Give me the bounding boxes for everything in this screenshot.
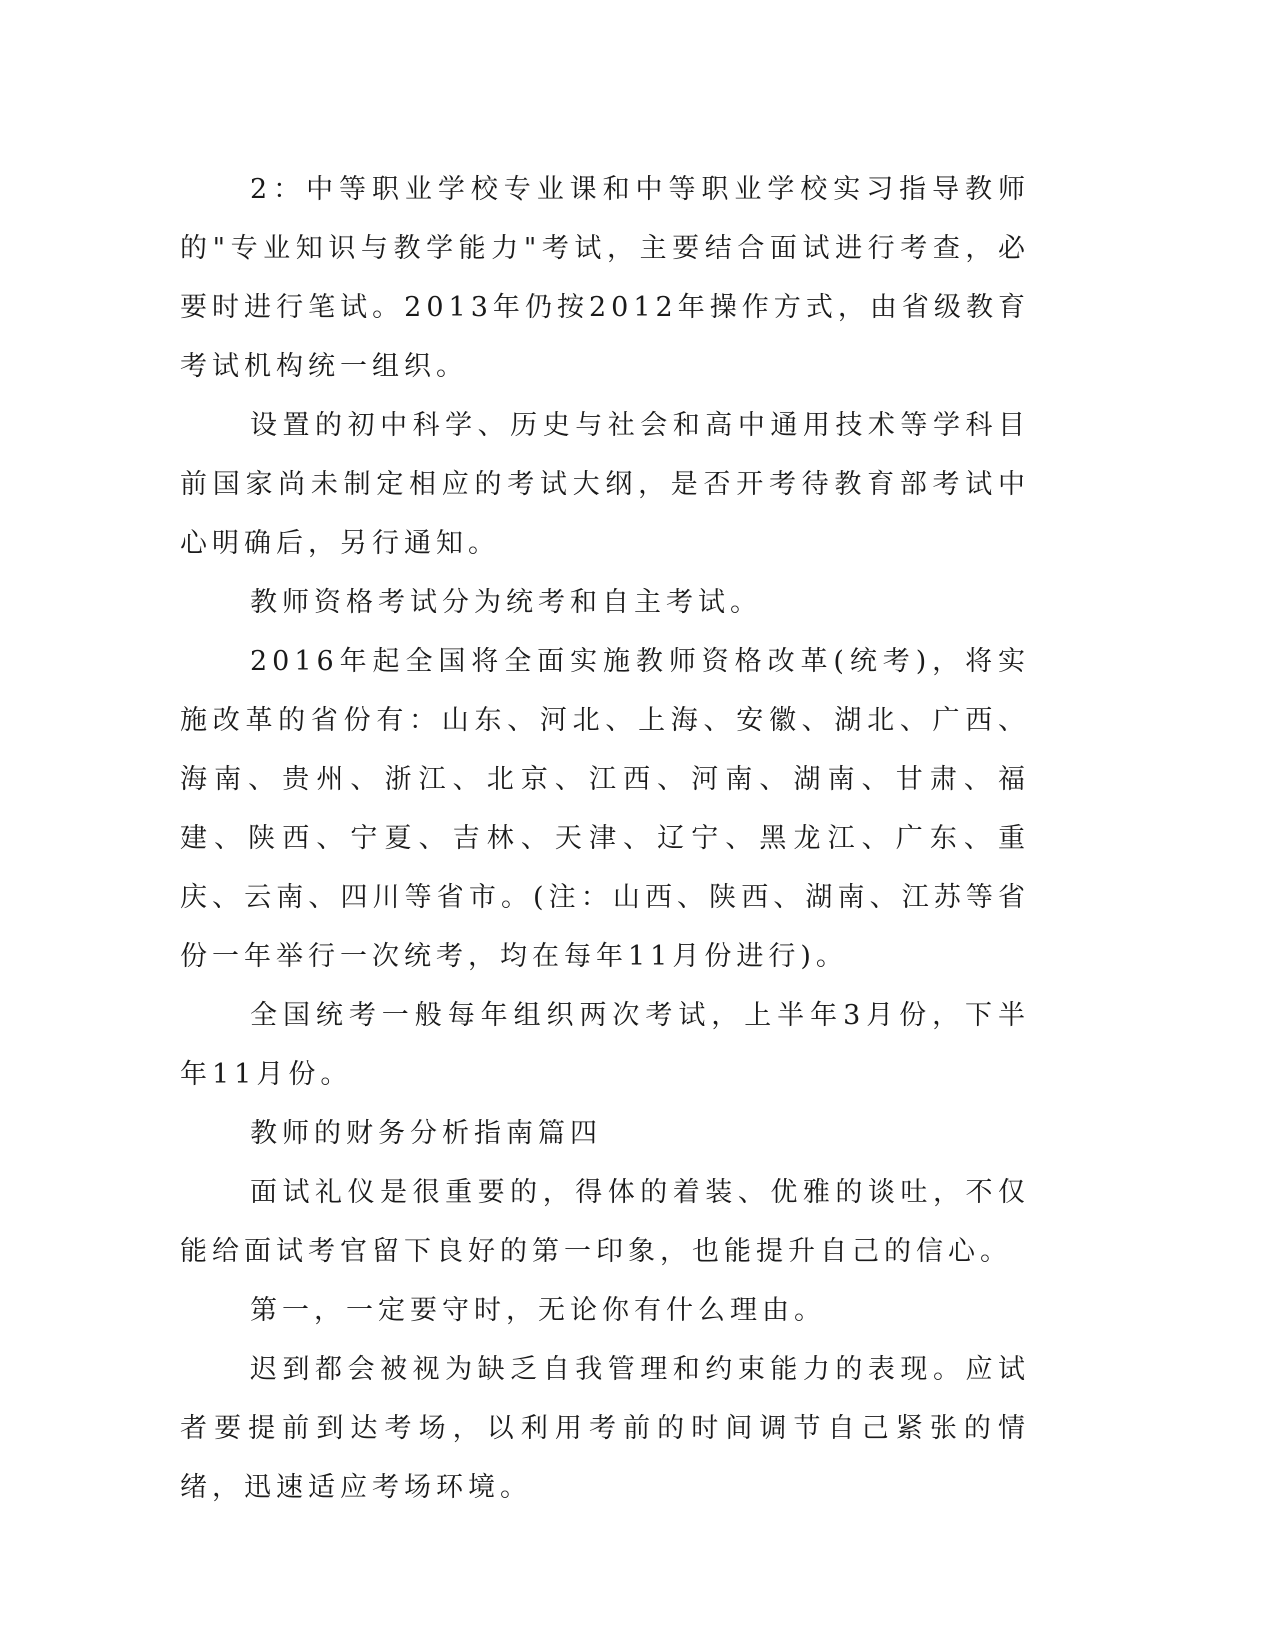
paragraph-subject-exam: 2：中等职业学校专业课和中等职业学校实习指导教师的"专业知识与教学能力"考试，主要结合面试进行考查，必要时进行笔试。2013年仍按2012年操作方式，由省级教育考试机构统一组织。 — [180, 174, 1030, 382]
paragraph-interview-etiquette: 面试礼仪是很重要的，得体的着装、优雅的谈吐，不仅能给面试考官留下良好的第一印象，也能提升自己的信心。 — [180, 1177, 1030, 1267]
paragraph-new-subjects: 设置的初中科学、历史与社会和高中通用技术等学科目前国家尚未制定相应的考试大纲，是否开考待教育部考试中心明确后，另行通知。 — [180, 410, 1030, 559]
section-heading: 教师的财务分析指南篇四 — [250, 1118, 602, 1149]
paragraph-punctuality: 第一，一定要守时，无论你有什么理由。 — [250, 1295, 826, 1326]
document-body — [180, 160, 1030, 1517]
paragraph-exam-types: 教师资格考试分为统考和自主考试。 — [250, 587, 762, 618]
paragraph-reform-provinces: 2016年起全国将全面实施教师资格改革(统考)，将实施改革的省份有：山东、河北、上海、安徽、湖北、广西、海南、贵州、浙江、北京、江西、河南、湖南、甘肃、福建、陕西、宁夏、吉林、天津、辽宁、黑龙江、广东、重庆、云南、四川等省市。(注：山西、陕西、湖南、江苏等省份一年举行一次统考，均在每年11月份进行)。 — [180, 646, 1030, 972]
paragraph-lateness: 迟到都会被视为缺乏自我管理和约束能力的表现。应试者要提前到达考场，以利用考前的时间调节自己紧张的情绪，迅速适应考场环境。 — [180, 1354, 1030, 1503]
paragraph-exam-schedule: 全国统考一般每年组织两次考试，上半年3月份，下半年11月份。 — [180, 1000, 1030, 1090]
